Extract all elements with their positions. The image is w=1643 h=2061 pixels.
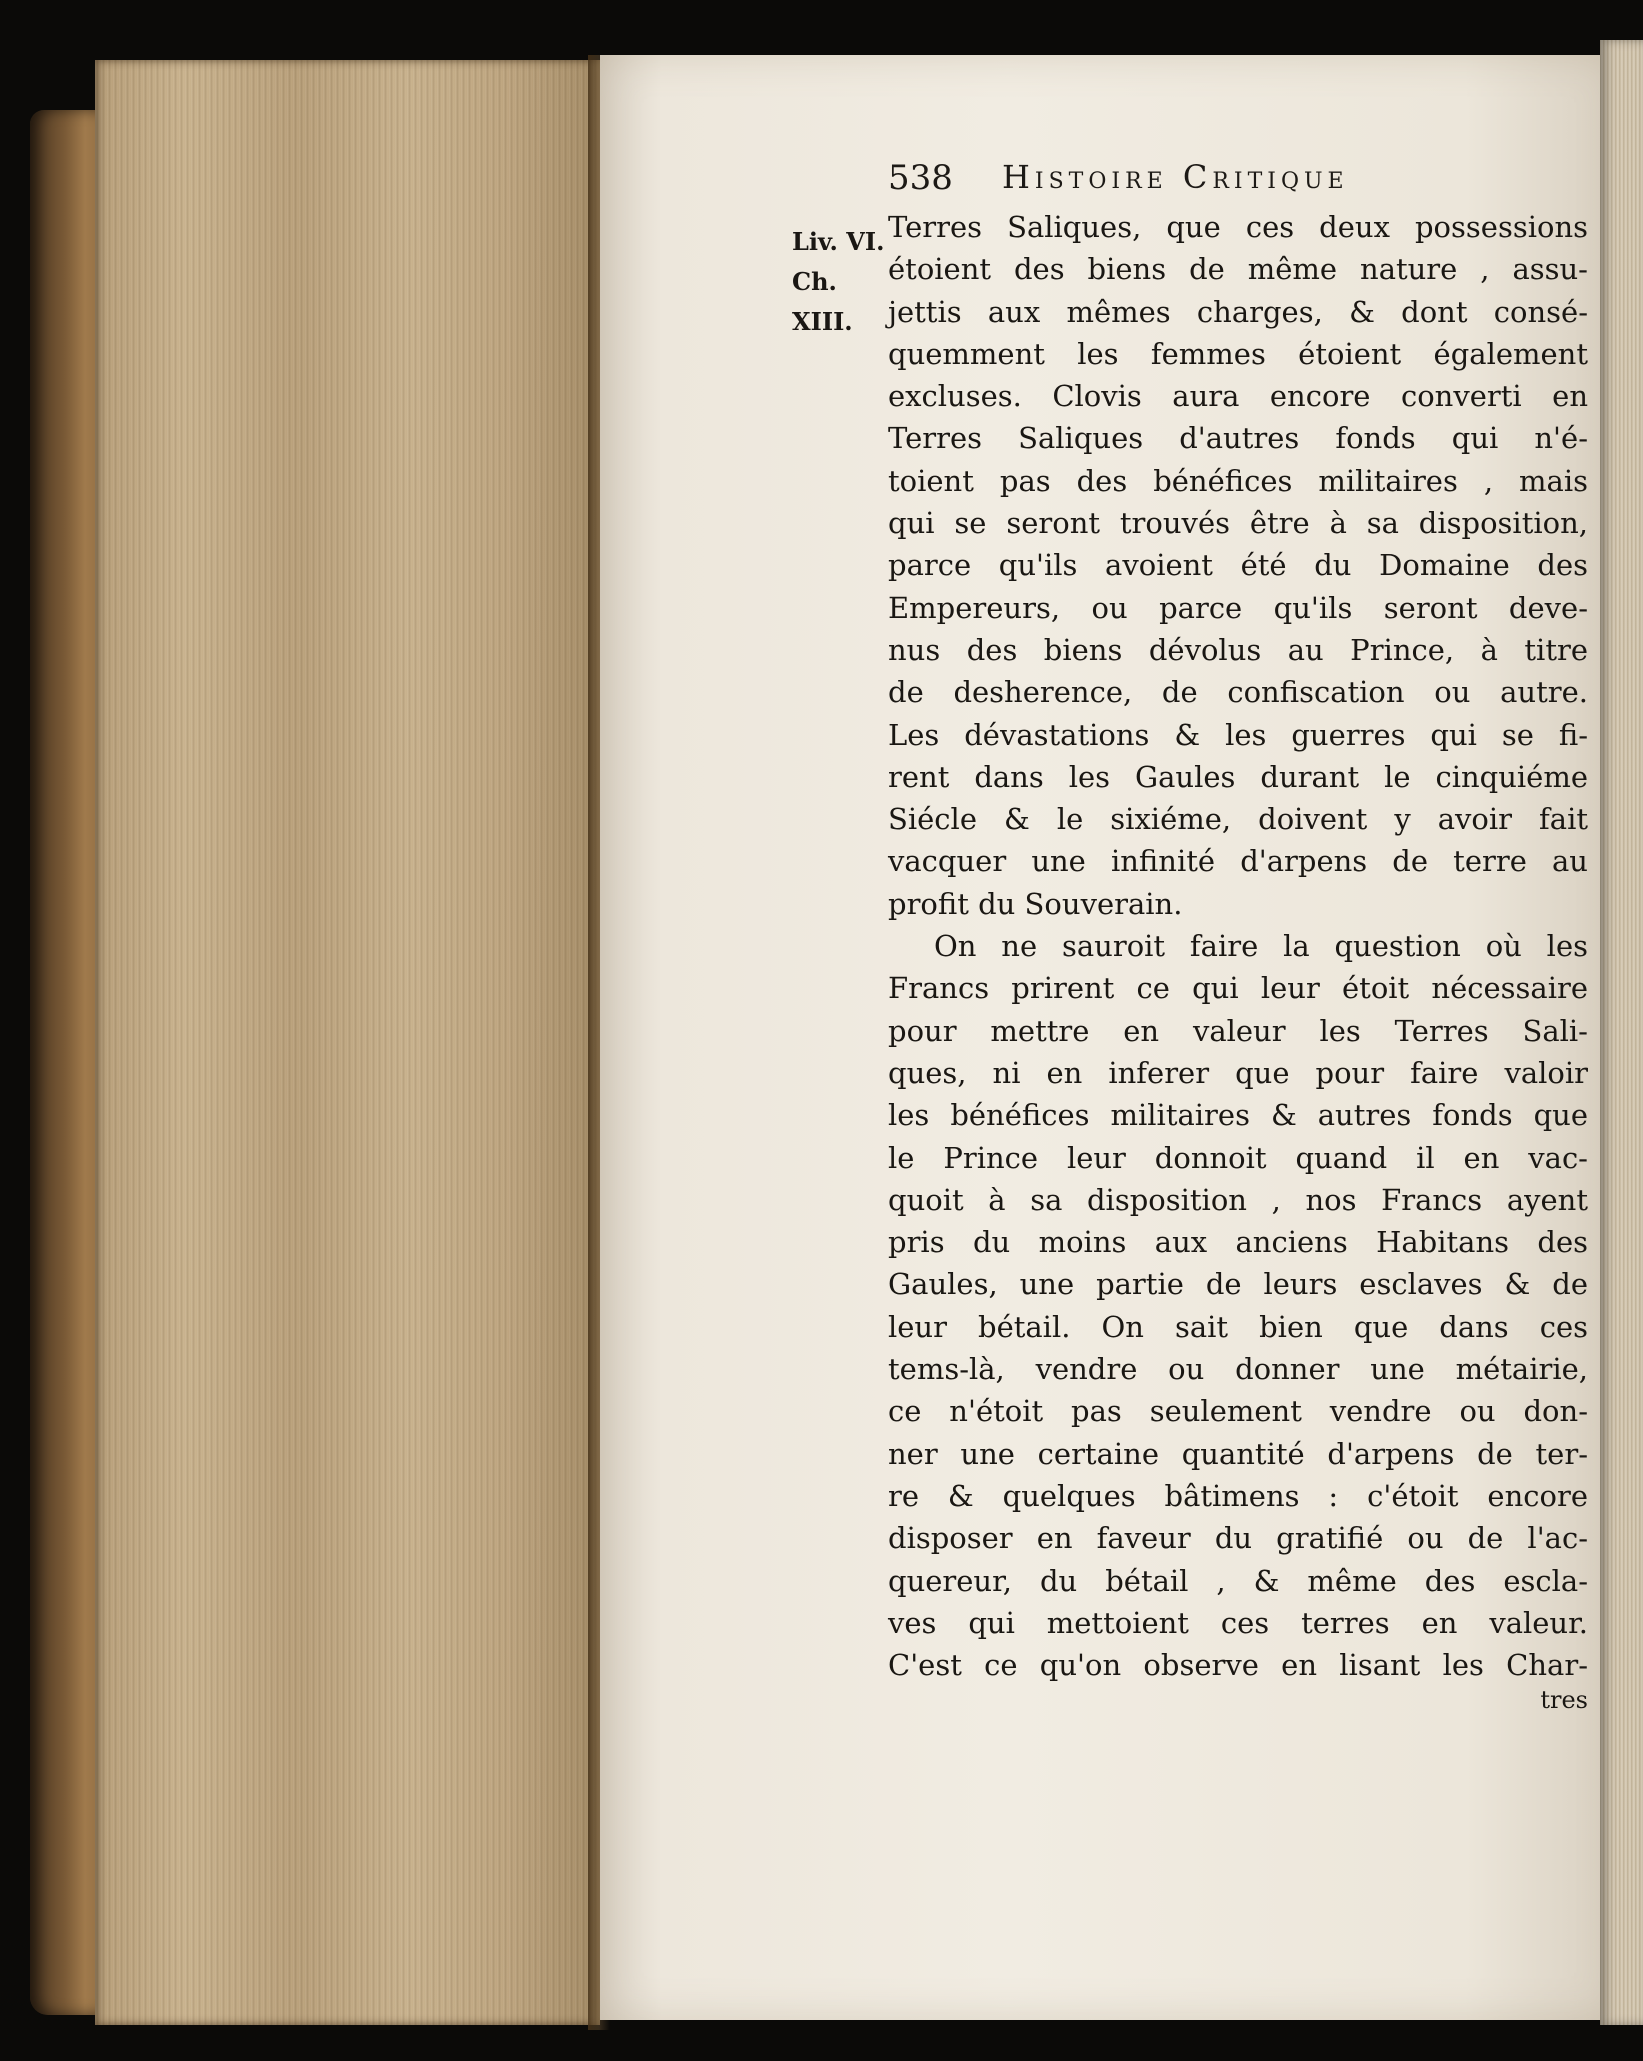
- text-line: Francs prirent ce qui leur étoit nécessaire: [888, 971, 1588, 1006]
- text-line: leur bétail. On sait bien que dans ces: [888, 1309, 1588, 1344]
- text-line: pour mettre en valeur les Terres Sali-: [888, 1013, 1588, 1048]
- text-line: rent dans les Gaules durant le cinquiéme: [888, 759, 1588, 794]
- right-leaves-edge: [1600, 40, 1643, 2025]
- text-line: Empereurs, ou parce qu'ils seront deve-: [888, 590, 1588, 625]
- text-line: vacquer une infinité d'arpens de terre au: [888, 844, 1588, 879]
- text-line: Les dévastations & les guerres qui se fi-: [888, 717, 1588, 752]
- page-block-fore-edge: [95, 60, 600, 2025]
- page-header: [888, 156, 1588, 204]
- body-text: [888, 206, 1588, 1686]
- text-line: le Prince leur donnoit quand il en vac-: [888, 1140, 1588, 1175]
- page-number: 538: [888, 158, 953, 198]
- margin-note-chapter: Ch. XIII.: [792, 267, 853, 336]
- text-line: quereur, du bétail , & même des escla-: [888, 1563, 1588, 1598]
- text-line: ce n'étoit pas seulement vendre ou don-: [888, 1394, 1588, 1429]
- text-line: disposer en faveur du gratifié ou de l'ac-: [888, 1521, 1588, 1556]
- text-line: re & quelques bâtimens : c'étoit encore: [888, 1478, 1588, 1513]
- text-line: C'est ce qu'on observe en lisant les Char-: [888, 1648, 1588, 1683]
- text-line: Siécle & le sixiéme, doivent y avoir fait: [888, 802, 1588, 837]
- text-line: ves qui mettoient ces terres en valeur.: [888, 1605, 1588, 1640]
- text-line: pris du moins aux anciens Habitans des: [888, 1225, 1588, 1260]
- text-block: [888, 156, 1588, 1722]
- running-title: Histoire Critique: [1002, 158, 1349, 196]
- text-line: parce qu'ils avoient été du Domaine des: [888, 548, 1588, 583]
- text-line: Gaules, une partie de leurs esclaves & de: [888, 1267, 1588, 1302]
- text-line: quemment les femmes étoient également: [888, 336, 1588, 371]
- text-line: On ne sauroit faire la question où les: [934, 929, 1588, 964]
- text-line: toient pas des bénéfices militaires , mais: [888, 463, 1588, 498]
- text-line: Terres Saliques, que ces deux possessions: [888, 210, 1588, 244]
- margin-note: [792, 222, 886, 342]
- text-line: Terres Saliques d'autres fonds qui n'é-: [888, 421, 1588, 456]
- text-line: tems-là, vendre ou donner une métairie,: [888, 1352, 1588, 1387]
- margin-note-book: Liv. VI.: [792, 227, 885, 256]
- text-line: excluses. Clovis aura encore converti en: [888, 379, 1588, 414]
- text-line: qui se seront trouvés être à sa disposition,: [888, 506, 1588, 541]
- text-line: de desherence, de confiscation ou autre.: [888, 675, 1588, 710]
- text-line: ques, ni en inferer que pour faire valoir: [888, 1055, 1588, 1090]
- text-line: étoient des biens de même nature , assu-: [888, 252, 1588, 287]
- text-line: quoit à sa disposition , nos Francs ayent: [888, 1182, 1588, 1217]
- text-line: nus des biens dévolus au Prince, à titre: [888, 632, 1588, 667]
- catchword-row: [888, 1686, 1588, 1722]
- text-line: profit du Souverain.: [888, 886, 1183, 921]
- text-line: les bénéfices militaires & autres fonds que: [888, 1098, 1588, 1133]
- text-line: jettis aux mêmes charges, & dont consé-: [888, 294, 1588, 329]
- text-line: ner une certaine quantité d'arpens de ter-: [888, 1436, 1588, 1471]
- catchword: tres: [1540, 1686, 1588, 1715]
